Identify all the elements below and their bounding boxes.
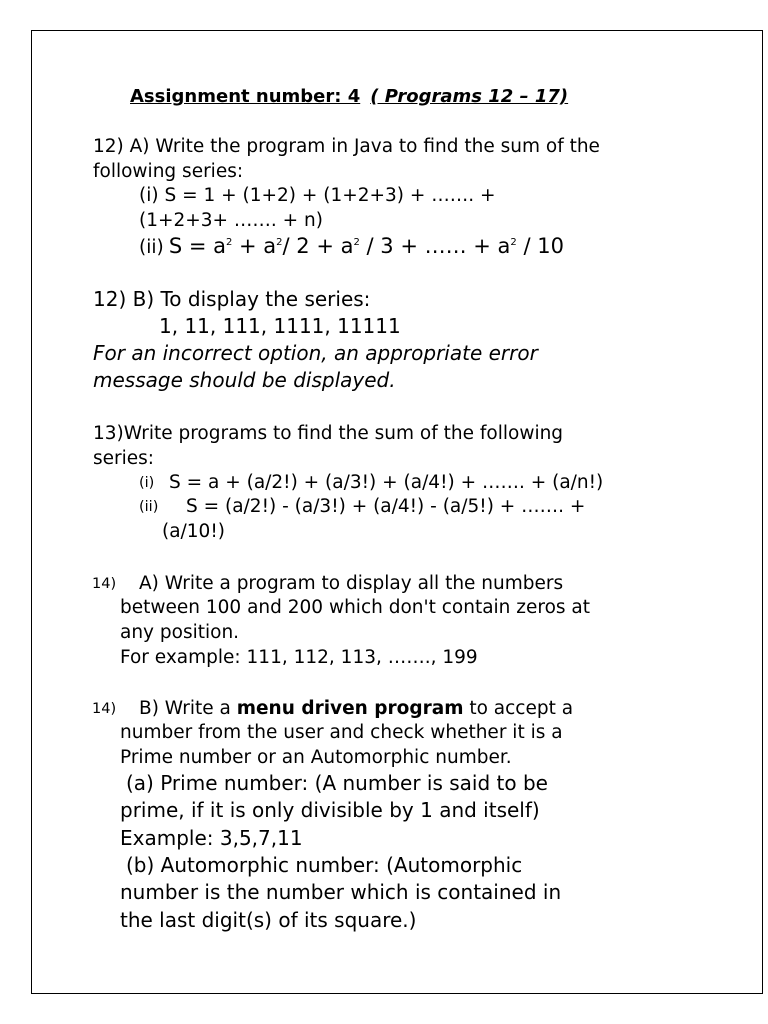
assignment-title xyxy=(130,86,568,107)
q14b-b3: the last digit(s) of its square.) xyxy=(120,908,417,932)
q13-ii-cont: (a/10!) xyxy=(162,521,225,542)
q14b-a3: Example: 3,5,7,11 xyxy=(120,826,303,850)
q14b-line3: Prime number or an Automorphic number. xyxy=(120,747,512,768)
q12a-ii-s: S = a xyxy=(168,234,226,258)
q14a-line2: between 100 and 200 which don't contain zeros at xyxy=(120,597,590,618)
q14a-num: 14) xyxy=(92,576,117,592)
q14b-a2: prime, if it is only divisible by 1 and itself) xyxy=(120,798,540,822)
q14b-b2: number is the number which is contained in xyxy=(120,880,562,904)
q12a-ii-formula xyxy=(139,234,564,258)
q12a-ii-t3: / 3 + …… + a xyxy=(366,234,511,258)
q13-line1: 13)Write programs to find the sum of the following xyxy=(93,423,564,444)
q12a-sq-1: 2 xyxy=(225,237,233,248)
q12a-sq-3: 2 xyxy=(353,237,360,248)
q12a-i-line2: (1+2+3+ ……. + n) xyxy=(139,210,323,231)
q14a-line3: any position. xyxy=(120,622,240,643)
q13-i-text: S = a + (a/2!) + (a/3!) + (a/4!) + ……. + (a/n!) xyxy=(169,472,604,493)
q12a-line1: 12) A) Write the program in Java to find the sum of the xyxy=(93,136,600,157)
q12b-italic2: message should be displayed. xyxy=(93,368,396,392)
q14b-line1-bold: menu driven program xyxy=(236,698,464,719)
q12a-sq-4: 2 xyxy=(510,237,517,248)
q14b-line1-post: to accept a xyxy=(463,698,574,719)
q14a-line1: A) Write a program to display all the numbers xyxy=(139,573,564,594)
q13-i-label: (i) xyxy=(139,475,155,491)
q14b-line2: number from the user and check whether it is a xyxy=(120,722,563,743)
q13-line2: series: xyxy=(93,448,155,469)
q12a-i-line1: (i) S = 1 + (1+2) + (1+2+3) + ……. + xyxy=(139,185,496,206)
q12a-line2: following series: xyxy=(93,161,244,182)
q14b-b1: (b) Automorphic number: (Automorphic xyxy=(126,853,523,877)
title-main: Assignment number: 4 xyxy=(130,86,361,107)
q12a-ii-t1: + a xyxy=(239,234,277,258)
q12a-sq-2: 2 xyxy=(276,237,283,248)
q14b-line1 xyxy=(139,698,573,719)
q12b-line1: 12) B) To display the series: xyxy=(93,287,371,311)
q12a-ii-t2: / 2 + a xyxy=(282,234,354,258)
q13-ii-text: S = (a/2!) - (a/3!) + (a/4!) - (a/5!) + ……. + xyxy=(186,496,586,517)
title-sub: ( Programs 12 – 17) xyxy=(370,86,569,107)
q12a-ii-label: (ii) xyxy=(139,237,164,258)
q12b-series: 1, 11, 111, 1111, 11111 xyxy=(159,314,401,338)
q14a-line4: For example: 111, 112, 113, ……., 199 xyxy=(120,647,478,668)
q13-ii-label: (ii) xyxy=(139,499,159,515)
q14b-a1: (a) Prime number: (A number is said to be xyxy=(126,771,548,795)
q12b-italic1: For an incorrect option, an appropriate error xyxy=(93,341,538,365)
q14b-line1-pre: B) Write a xyxy=(139,698,237,719)
q14b-num: 14) xyxy=(92,701,117,717)
q12a-ii-t4: / 10 xyxy=(523,234,564,258)
